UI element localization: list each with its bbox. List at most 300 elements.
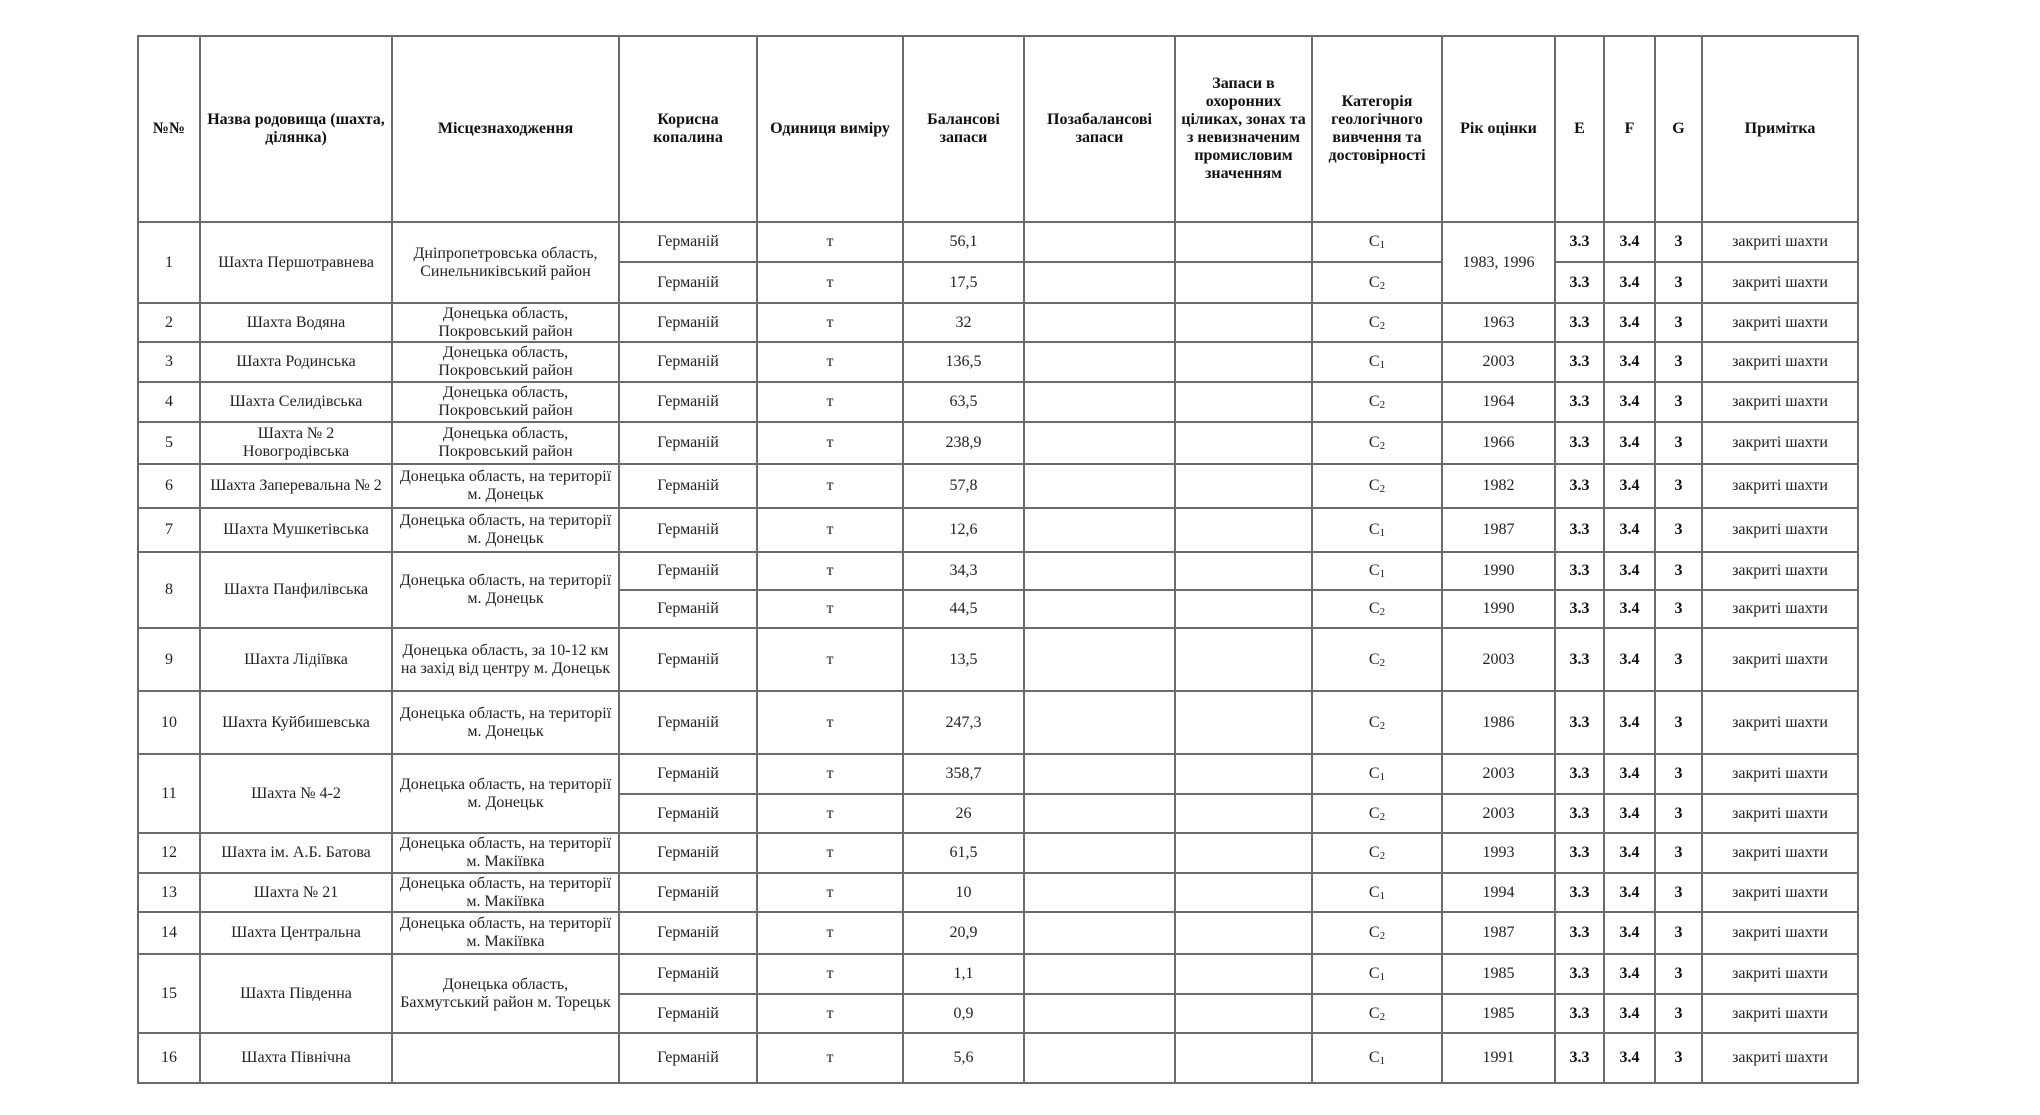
mineral-cell: Германій — [619, 794, 757, 833]
unit-cell: т — [757, 912, 903, 954]
g-class-cell: 3 — [1655, 422, 1702, 464]
deposit-name-cell: Шахта Заперевальна № 2 — [200, 464, 392, 508]
category-cell — [1312, 994, 1442, 1033]
table-row — [138, 873, 1858, 912]
category-letter: C — [1368, 434, 1380, 451]
category-letter: C — [1368, 1049, 1380, 1066]
deposit-name-cell: Шахта Куйбишевська — [200, 691, 392, 754]
row-number-cell: 2 — [138, 303, 200, 342]
protected-reserves-cell — [1175, 422, 1312, 464]
note-cell: закриті шахти — [1702, 262, 1858, 303]
unit-cell: т — [757, 382, 903, 422]
category-cell — [1312, 342, 1442, 382]
protected-reserves-cell — [1175, 794, 1312, 833]
f-class-cell: 3.4 — [1604, 222, 1655, 262]
location-cell: Донецька область, на території м. Донецьк — [392, 691, 619, 754]
balance-reserves-cell: 10 — [903, 873, 1024, 912]
mineral-cell: Германій — [619, 464, 757, 508]
category-letter: C — [1368, 883, 1380, 901]
g-class-cell: 3 — [1655, 954, 1702, 994]
unit-cell: т — [757, 422, 903, 464]
f-class-cell: 3.4 — [1604, 552, 1655, 590]
row-number-cell: 6 — [138, 464, 200, 508]
balance-reserves-cell: 136,5 — [903, 342, 1024, 382]
category-subscript: 2 — [1379, 1010, 1386, 1023]
location-cell: Донецька область, Покровський район — [392, 303, 619, 342]
location-cell: Донецька область, на території м. Донецьк — [392, 754, 619, 833]
note-cell: закриті шахти — [1702, 873, 1858, 912]
e-class-cell: 3.3 — [1555, 552, 1604, 590]
category-cell — [1312, 1033, 1442, 1083]
note-cell: закриті шахти — [1702, 628, 1858, 691]
category-subscript: 2 — [1379, 399, 1386, 411]
row-number-cell: 1 — [138, 222, 200, 303]
table-row — [138, 464, 1858, 508]
header-location: Місцезнаходження — [392, 36, 619, 222]
table-row — [138, 222, 1858, 262]
location-cell: Донецька область, Покровський район — [392, 422, 619, 464]
g-class-cell: 3 — [1655, 382, 1702, 422]
unit-cell: т — [757, 994, 903, 1033]
balance-reserves-cell: 358,7 — [903, 754, 1024, 794]
e-class-cell: 3.3 — [1555, 464, 1604, 508]
category-subscript: 1 — [1379, 359, 1386, 371]
g-class-cell: 3 — [1655, 994, 1702, 1033]
f-class-cell: 3.4 — [1604, 754, 1655, 794]
mineral-cell: Германій — [619, 222, 757, 262]
mineral-cell: Германій — [619, 382, 757, 422]
mineral-cell: Германій — [619, 422, 757, 464]
row-number-cell: 7 — [138, 508, 200, 552]
unit-cell: т — [757, 508, 903, 552]
deposit-name-cell: Шахта Родинська — [200, 342, 392, 382]
mineral-cell: Германій — [619, 303, 757, 342]
row-number-cell: 4 — [138, 382, 200, 422]
mineral-cell: Германій — [619, 552, 757, 590]
category-cell — [1312, 954, 1442, 994]
table-row — [138, 954, 1858, 994]
header-note: Примітка — [1702, 36, 1858, 222]
category-cell — [1312, 691, 1442, 754]
protected-reserves-cell — [1175, 382, 1312, 422]
row-number-cell: 14 — [138, 912, 200, 954]
balance-reserves-cell: 57,8 — [903, 464, 1024, 508]
assessment-year-cell: 1993 — [1442, 833, 1555, 873]
off-balance-reserves-cell — [1024, 552, 1175, 590]
category-subscript: 2 — [1379, 810, 1386, 823]
location-cell: Донецька область, Покровський район — [392, 382, 619, 422]
note-cell: закриті шахти — [1702, 552, 1858, 590]
category-cell — [1312, 552, 1442, 590]
assessment-year-cell: 1990 — [1442, 590, 1555, 628]
note-cell: закриті шахти — [1702, 833, 1858, 873]
mineral-cell: Германій — [619, 590, 757, 628]
category-subscript: 2 — [1379, 440, 1386, 452]
unit-cell: т — [757, 833, 903, 873]
g-class-cell: 3 — [1655, 691, 1702, 754]
table-row — [138, 628, 1858, 691]
category-letter: C — [1368, 477, 1380, 494]
category-letter: C — [1368, 313, 1380, 331]
f-class-cell: 3.4 — [1604, 303, 1655, 342]
category-subscript: 2 — [1379, 719, 1386, 732]
assessment-year-cell: 1987 — [1442, 912, 1555, 954]
f-class-cell: 3.4 — [1604, 464, 1655, 508]
e-class-cell: 3.3 — [1555, 628, 1604, 691]
note-cell: закриті шахти — [1702, 590, 1858, 628]
note-cell: закриті шахти — [1702, 994, 1858, 1033]
table-row — [138, 342, 1858, 382]
note-cell: закриті шахти — [1702, 1033, 1858, 1083]
note-cell: закриті шахти — [1702, 508, 1858, 552]
deposit-name-cell: Шахта № 2 Новогродівська — [200, 422, 392, 464]
row-number-cell: 3 — [138, 342, 200, 382]
note-cell: закриті шахти — [1702, 342, 1858, 382]
off-balance-reserves-cell — [1024, 628, 1175, 691]
f-class-cell: 3.4 — [1604, 954, 1655, 994]
balance-reserves-cell: 17,5 — [903, 262, 1024, 303]
category-cell — [1312, 754, 1442, 794]
f-class-cell: 3.4 — [1604, 382, 1655, 422]
assessment-year-cell: 1985 — [1442, 954, 1555, 994]
category-cell — [1312, 628, 1442, 691]
header-off-balance-reserves: Позабалансові запаси — [1024, 36, 1175, 222]
g-class-cell: 3 — [1655, 590, 1702, 628]
e-class-cell: 3.3 — [1555, 754, 1604, 794]
balance-reserves-cell: 32 — [903, 303, 1024, 342]
note-cell: закриті шахти — [1702, 794, 1858, 833]
header-balance-reserves: Балансові запаси — [903, 36, 1024, 222]
off-balance-reserves-cell — [1024, 222, 1175, 262]
off-balance-reserves-cell — [1024, 873, 1175, 912]
balance-reserves-cell: 0,9 — [903, 994, 1024, 1033]
unit-cell: т — [757, 873, 903, 912]
balance-reserves-cell: 247,3 — [903, 691, 1024, 754]
table-row — [138, 422, 1858, 464]
header-assessment-year: Рік оцінки — [1442, 36, 1555, 222]
unit-cell: т — [757, 222, 903, 262]
header-f: F — [1604, 36, 1655, 222]
header-e: E — [1555, 36, 1604, 222]
note-cell: закриті шахти — [1702, 754, 1858, 794]
unit-cell: т — [757, 552, 903, 590]
g-class-cell: 3 — [1655, 303, 1702, 342]
location-cell: Донецька область, на території м. Донецьк — [392, 552, 619, 628]
f-class-cell: 3.4 — [1604, 912, 1655, 954]
assessment-year-cell: 1985 — [1442, 994, 1555, 1033]
note-cell: закриті шахти — [1702, 691, 1858, 754]
assessment-year-cell: 2003 — [1442, 628, 1555, 691]
mineral-cell: Германій — [619, 262, 757, 303]
category-subscript: 2 — [1379, 319, 1386, 332]
protected-reserves-cell — [1175, 954, 1312, 994]
category-subscript: 1 — [1379, 1055, 1386, 1067]
protected-reserves-cell — [1175, 508, 1312, 552]
location-cell: Донецька область, на території м. Макіївка — [392, 833, 619, 873]
e-class-cell: 3.3 — [1555, 873, 1604, 912]
category-letter: C — [1368, 804, 1380, 822]
e-class-cell: 3.3 — [1555, 422, 1604, 464]
table-header — [138, 36, 1858, 222]
g-class-cell: 3 — [1655, 342, 1702, 382]
category-subscript: 1 — [1379, 527, 1386, 539]
category-cell — [1312, 873, 1442, 912]
g-class-cell: 3 — [1655, 912, 1702, 954]
off-balance-reserves-cell — [1024, 691, 1175, 754]
header-number: №№ — [138, 36, 200, 222]
e-class-cell: 3.3 — [1555, 590, 1604, 628]
row-number-cell: 16 — [138, 1033, 200, 1083]
location-cell: Донецька область, на території м. Донецьк — [392, 464, 619, 508]
category-letter: C — [1368, 562, 1380, 579]
off-balance-reserves-cell — [1024, 464, 1175, 508]
row-number-cell: 9 — [138, 628, 200, 691]
f-class-cell: 3.4 — [1604, 873, 1655, 912]
deposit-name-cell: Шахта Південна — [200, 954, 392, 1033]
balance-reserves-cell: 61,5 — [903, 833, 1024, 873]
balance-reserves-cell: 5,6 — [903, 1033, 1024, 1083]
note-cell: закриті шахти — [1702, 954, 1858, 994]
off-balance-reserves-cell — [1024, 794, 1175, 833]
f-class-cell: 3.4 — [1604, 794, 1655, 833]
protected-reserves-cell — [1175, 464, 1312, 508]
balance-reserves-cell: 20,9 — [903, 912, 1024, 954]
e-class-cell: 3.3 — [1555, 303, 1604, 342]
f-class-cell: 3.4 — [1604, 994, 1655, 1033]
unit-cell: т — [757, 342, 903, 382]
row-number-cell: 15 — [138, 954, 200, 1033]
category-letter: C — [1368, 650, 1380, 668]
g-class-cell: 3 — [1655, 464, 1702, 508]
protected-reserves-cell — [1175, 552, 1312, 590]
category-letter: C — [1368, 965, 1380, 982]
balance-reserves-cell: 34,3 — [903, 552, 1024, 590]
unit-cell: т — [757, 464, 903, 508]
f-class-cell: 3.4 — [1604, 508, 1655, 552]
category-subscript: 2 — [1379, 279, 1386, 292]
g-class-cell: 3 — [1655, 873, 1702, 912]
category-letter: C — [1368, 844, 1380, 861]
f-class-cell: 3.4 — [1604, 342, 1655, 382]
assessment-year-cell: 2003 — [1442, 794, 1555, 833]
g-class-cell: 3 — [1655, 508, 1702, 552]
category-letter: C — [1368, 765, 1380, 782]
category-subscript: 1 — [1379, 771, 1386, 783]
protected-reserves-cell — [1175, 222, 1312, 262]
location-cell: Донецька область, Бахмутський район м. Торецьк — [392, 954, 619, 1033]
protected-reserves-cell — [1175, 262, 1312, 303]
note-cell: закриті шахти — [1702, 464, 1858, 508]
assessment-year-cell: 2003 — [1442, 754, 1555, 794]
table-row — [138, 754, 1858, 794]
category-cell — [1312, 222, 1442, 262]
g-class-cell: 3 — [1655, 794, 1702, 833]
f-class-cell: 3.4 — [1604, 262, 1655, 303]
g-class-cell: 3 — [1655, 628, 1702, 691]
unit-cell: т — [757, 590, 903, 628]
assessment-year-cell: 1987 — [1442, 508, 1555, 552]
off-balance-reserves-cell — [1024, 590, 1175, 628]
header-row — [138, 36, 1858, 222]
row-number-cell: 11 — [138, 754, 200, 833]
assessment-year-cell: 1986 — [1442, 691, 1555, 754]
unit-cell: т — [757, 628, 903, 691]
e-class-cell: 3.3 — [1555, 508, 1604, 552]
protected-reserves-cell — [1175, 912, 1312, 954]
unit-cell: т — [757, 754, 903, 794]
assessment-year-cell: 1983, 1996 — [1442, 222, 1555, 303]
table-row — [138, 912, 1858, 954]
location-cell: Донецька область, на території м. Макіївка — [392, 873, 619, 912]
protected-reserves-cell — [1175, 873, 1312, 912]
balance-reserves-cell: 26 — [903, 794, 1024, 833]
note-cell: закриті шахти — [1702, 222, 1858, 262]
category-letter: C — [1368, 273, 1380, 291]
e-class-cell: 3.3 — [1555, 262, 1604, 303]
category-letter: C — [1368, 924, 1380, 941]
g-class-cell: 3 — [1655, 552, 1702, 590]
off-balance-reserves-cell — [1024, 303, 1175, 342]
category-letter: C — [1368, 521, 1380, 538]
e-class-cell: 3.3 — [1555, 222, 1604, 262]
mineral-cell: Германій — [619, 754, 757, 794]
assessment-year-cell: 2003 — [1442, 342, 1555, 382]
header-category: Категорія геологічного вивчення та достовірності — [1312, 36, 1442, 222]
off-balance-reserves-cell — [1024, 833, 1175, 873]
g-class-cell: 3 — [1655, 1033, 1702, 1083]
protected-reserves-cell — [1175, 628, 1312, 691]
category-letter: C — [1368, 713, 1380, 731]
category-cell — [1312, 590, 1442, 628]
category-cell — [1312, 262, 1442, 303]
table-row — [138, 1033, 1858, 1083]
e-class-cell: 3.3 — [1555, 833, 1604, 873]
germanium-reserves-table — [137, 35, 1859, 1084]
protected-reserves-cell — [1175, 303, 1312, 342]
category-letter: C — [1368, 353, 1380, 370]
protected-reserves-cell — [1175, 754, 1312, 794]
location-cell: Дніпропетровська область, Синельниківський район — [392, 222, 619, 303]
deposit-name-cell: Шахта № 21 — [200, 873, 392, 912]
category-letter: C — [1368, 393, 1380, 410]
e-class-cell: 3.3 — [1555, 912, 1604, 954]
unit-cell: т — [757, 303, 903, 342]
table-row — [138, 552, 1858, 590]
header-deposit-name: Назва родовища (шахта, ділянка) — [200, 36, 392, 222]
balance-reserves-cell: 12,6 — [903, 508, 1024, 552]
category-subscript: 2 — [1379, 606, 1386, 618]
protected-reserves-cell — [1175, 994, 1312, 1033]
location-cell: Донецька область, Покровський район — [392, 342, 619, 382]
off-balance-reserves-cell — [1024, 1033, 1175, 1083]
deposit-name-cell: Шахта Північна — [200, 1033, 392, 1083]
balance-reserves-cell: 13,5 — [903, 628, 1024, 691]
note-cell: закриті шахти — [1702, 422, 1858, 464]
category-cell — [1312, 833, 1442, 873]
unit-cell: т — [757, 691, 903, 754]
f-class-cell: 3.4 — [1604, 590, 1655, 628]
mineral-cell: Германій — [619, 912, 757, 954]
category-cell — [1312, 794, 1442, 833]
row-number-cell: 13 — [138, 873, 200, 912]
table-body — [138, 222, 1858, 1083]
e-class-cell: 3.3 — [1555, 954, 1604, 994]
row-number-cell: 10 — [138, 691, 200, 754]
e-class-cell: 3.3 — [1555, 1033, 1604, 1083]
f-class-cell: 3.4 — [1604, 833, 1655, 873]
category-letter: C — [1368, 600, 1380, 617]
header-mineral: Корисна копалина — [619, 36, 757, 222]
unit-cell: т — [757, 794, 903, 833]
deposit-name-cell: Шахта Центральна — [200, 912, 392, 954]
location-cell: Донецька область, за 10-12 км на захід від центру м. Донецьк — [392, 628, 619, 691]
row-number-cell: 8 — [138, 552, 200, 628]
assessment-year-cell: 1964 — [1442, 382, 1555, 422]
g-class-cell: 3 — [1655, 833, 1702, 873]
assessment-year-cell: 1994 — [1442, 873, 1555, 912]
protected-reserves-cell — [1175, 691, 1312, 754]
location-cell — [392, 1033, 619, 1083]
mineral-cell: Германій — [619, 994, 757, 1033]
off-balance-reserves-cell — [1024, 342, 1175, 382]
mineral-cell: Германій — [619, 873, 757, 912]
off-balance-reserves-cell — [1024, 994, 1175, 1033]
table-row — [138, 382, 1858, 422]
balance-reserves-cell: 238,9 — [903, 422, 1024, 464]
row-number-cell: 12 — [138, 833, 200, 873]
off-balance-reserves-cell — [1024, 262, 1175, 303]
off-balance-reserves-cell — [1024, 954, 1175, 994]
f-class-cell: 3.4 — [1604, 628, 1655, 691]
f-class-cell: 3.4 — [1604, 691, 1655, 754]
mineral-cell: Германій — [619, 628, 757, 691]
note-cell: закриті шахти — [1702, 912, 1858, 954]
note-cell: закриті шахти — [1702, 382, 1858, 422]
protected-reserves-cell — [1175, 833, 1312, 873]
f-class-cell: 3.4 — [1604, 1033, 1655, 1083]
category-cell — [1312, 303, 1442, 342]
category-cell — [1312, 508, 1442, 552]
e-class-cell: 3.3 — [1555, 382, 1604, 422]
category-subscript: 2 — [1379, 850, 1386, 862]
off-balance-reserves-cell — [1024, 382, 1175, 422]
deposit-name-cell: Шахта Першотравнева — [200, 222, 392, 303]
e-class-cell: 3.3 — [1555, 994, 1604, 1033]
category-letter: C — [1368, 1004, 1380, 1022]
category-subscript: 2 — [1379, 656, 1386, 669]
deposit-name-cell: Шахта Панфилівська — [200, 552, 392, 628]
unit-cell: т — [757, 1033, 903, 1083]
deposit-name-cell: Шахта Селидівська — [200, 382, 392, 422]
row-number-cell: 5 — [138, 422, 200, 464]
table-row — [138, 303, 1858, 342]
protected-reserves-cell — [1175, 590, 1312, 628]
protected-reserves-cell — [1175, 342, 1312, 382]
category-cell — [1312, 464, 1442, 508]
off-balance-reserves-cell — [1024, 754, 1175, 794]
e-class-cell: 3.3 — [1555, 342, 1604, 382]
category-cell — [1312, 382, 1442, 422]
table-row — [138, 691, 1858, 754]
category-subscript: 2 — [1379, 930, 1386, 942]
header-unit: Одиниця виміру — [757, 36, 903, 222]
g-class-cell: 3 — [1655, 754, 1702, 794]
off-balance-reserves-cell — [1024, 422, 1175, 464]
mineral-cell: Германій — [619, 954, 757, 994]
balance-reserves-cell: 44,5 — [903, 590, 1024, 628]
balance-reserves-cell: 1,1 — [903, 954, 1024, 994]
assessment-year-cell: 1963 — [1442, 303, 1555, 342]
